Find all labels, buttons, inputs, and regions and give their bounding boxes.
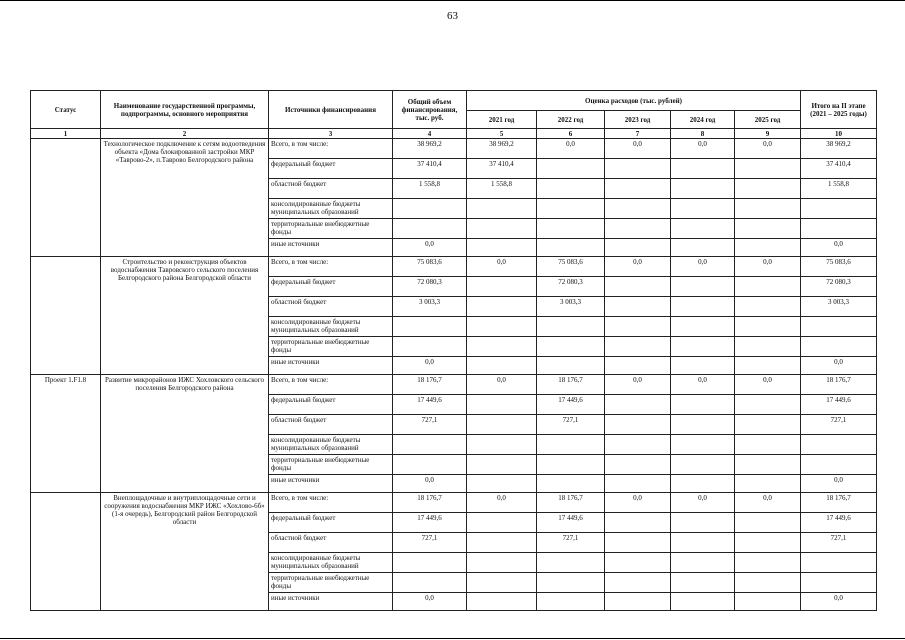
value-cell bbox=[392, 218, 467, 239]
value-cell: 37 410,4 bbox=[466, 158, 537, 179]
source-label: федеральный бюджет bbox=[268, 276, 393, 297]
value-cell bbox=[734, 296, 801, 317]
value-cell bbox=[800, 454, 877, 475]
status-cell bbox=[30, 256, 101, 375]
value-cell bbox=[466, 356, 537, 375]
value-cell bbox=[734, 316, 801, 337]
value-cell bbox=[670, 336, 735, 357]
value-cell: 0,0 bbox=[536, 138, 605, 159]
value-cell bbox=[536, 552, 605, 573]
source-label: областной бюджет bbox=[268, 532, 393, 553]
value-cell bbox=[734, 158, 801, 179]
value-cell bbox=[466, 552, 537, 573]
value-cell: 0,0 bbox=[800, 238, 877, 257]
activity-name: Внеплощадочные и внутриплощадочные сети и сооружения водоснабжения МКР ИЖС «Хохлово-6б» (1-я очередь), Белгородский район Белгородской области bbox=[100, 492, 269, 611]
value-cell: 17 449,6 bbox=[392, 512, 467, 533]
value-cell: 727,1 bbox=[536, 532, 605, 553]
value-cell: 17 449,6 bbox=[800, 512, 877, 533]
status-cell: Проект 1.F1.8 bbox=[30, 374, 101, 493]
value-cell bbox=[466, 434, 537, 455]
value-cell bbox=[670, 592, 735, 611]
value-cell: 1 558,8 bbox=[392, 178, 467, 199]
value-cell bbox=[734, 238, 801, 257]
source-label: федеральный бюджет bbox=[268, 512, 393, 533]
value-cell bbox=[670, 454, 735, 475]
value-cell: 37 410,4 bbox=[392, 158, 467, 179]
value-cell bbox=[734, 218, 801, 239]
activity-name: Технологическое подключение к сетям водоотведения объекта «Дома блокированной застройки МКР «Таврово-2», п.Таврово Белгородского района bbox=[100, 138, 269, 257]
value-cell: 0,0 bbox=[734, 138, 801, 159]
value-cell bbox=[536, 198, 605, 219]
value-cell: 17 449,6 bbox=[536, 512, 605, 533]
value-cell bbox=[734, 454, 801, 475]
value-cell bbox=[392, 454, 467, 475]
value-cell: 72 080,3 bbox=[392, 276, 467, 297]
value-cell: 37 410,4 bbox=[800, 158, 877, 179]
value-cell bbox=[604, 218, 671, 239]
value-cell bbox=[734, 336, 801, 357]
source-label: Всего, в том числе: bbox=[268, 256, 393, 277]
value-cell bbox=[670, 356, 735, 375]
value-cell bbox=[536, 178, 605, 199]
value-cell bbox=[604, 414, 671, 435]
value-cell: 0,0 bbox=[466, 374, 537, 395]
source-label: Всего, в том числе: bbox=[268, 374, 393, 395]
value-cell: 38 969,2 bbox=[392, 138, 467, 159]
value-cell bbox=[670, 178, 735, 199]
value-cell bbox=[604, 532, 671, 553]
value-cell bbox=[800, 336, 877, 357]
value-cell bbox=[734, 356, 801, 375]
scan-edge-bottom bbox=[0, 638, 905, 639]
value-cell bbox=[604, 454, 671, 475]
value-cell bbox=[670, 198, 735, 219]
value-cell: 3 003,3 bbox=[800, 296, 877, 317]
value-cell bbox=[466, 414, 537, 435]
value-cell bbox=[670, 394, 735, 415]
status-cell bbox=[30, 138, 101, 257]
value-cell bbox=[466, 572, 537, 593]
header-year-4: 2024 год bbox=[670, 110, 735, 129]
value-cell: 38 969,2 bbox=[800, 138, 877, 159]
value-cell bbox=[800, 198, 877, 219]
column-number-10: 10 bbox=[800, 128, 877, 139]
column-number-8: 8 bbox=[670, 128, 735, 139]
value-cell bbox=[734, 474, 801, 493]
value-cell bbox=[392, 336, 467, 357]
value-cell: 75 083,6 bbox=[536, 256, 605, 277]
header-total: Общий объем финансирования, тыс. руб. bbox=[392, 90, 467, 129]
value-cell: 18 176,7 bbox=[536, 374, 605, 395]
value-cell bbox=[670, 572, 735, 593]
source-label: федеральный бюджет bbox=[268, 394, 393, 415]
source-label: иные источники bbox=[268, 356, 393, 375]
value-cell: 0,0 bbox=[392, 592, 467, 611]
value-cell bbox=[604, 356, 671, 375]
value-cell bbox=[536, 218, 605, 239]
value-cell bbox=[670, 158, 735, 179]
value-cell: 18 176,7 bbox=[536, 492, 605, 513]
value-cell bbox=[604, 198, 671, 219]
value-cell bbox=[466, 454, 537, 475]
value-cell: 0,0 bbox=[734, 256, 801, 277]
value-cell bbox=[800, 316, 877, 337]
value-cell: 18 176,7 bbox=[800, 492, 877, 513]
value-cell bbox=[466, 592, 537, 611]
value-cell bbox=[604, 512, 671, 533]
value-cell bbox=[670, 532, 735, 553]
value-cell: 727,1 bbox=[392, 532, 467, 553]
header-stage-total: Итого на II этапе (2021 – 2025 годы) bbox=[800, 90, 877, 129]
value-cell bbox=[734, 414, 801, 435]
value-cell bbox=[734, 552, 801, 573]
value-cell bbox=[466, 198, 537, 219]
value-cell: 0,0 bbox=[800, 592, 877, 611]
value-cell: 72 080,3 bbox=[536, 276, 605, 297]
header-name: Наименование государственной программы, подпрограммы, основного мероприятия bbox=[100, 90, 269, 129]
value-cell bbox=[392, 316, 467, 337]
value-cell bbox=[392, 198, 467, 219]
value-cell: 727,1 bbox=[392, 414, 467, 435]
value-cell bbox=[800, 434, 877, 455]
value-cell: 0,0 bbox=[800, 474, 877, 493]
value-cell: 0,0 bbox=[604, 138, 671, 159]
source-label: консолидированные бюджеты муниципальных образований bbox=[268, 316, 393, 337]
value-cell: 0,0 bbox=[670, 138, 735, 159]
source-label: федеральный бюджет bbox=[268, 158, 393, 179]
value-cell: 0,0 bbox=[604, 256, 671, 277]
value-cell bbox=[604, 336, 671, 357]
source-label: Всего, в том числе: bbox=[268, 492, 393, 513]
value-cell bbox=[734, 592, 801, 611]
value-cell bbox=[670, 474, 735, 493]
value-cell: 727,1 bbox=[800, 532, 877, 553]
activity-name: Развитие микрорайонов ИЖС Хохловского сельского поселения Белгородского района bbox=[100, 374, 269, 493]
source-label: консолидированные бюджеты муниципальных образований bbox=[268, 434, 393, 455]
value-cell bbox=[604, 178, 671, 199]
value-cell: 0,0 bbox=[604, 374, 671, 395]
value-cell: 3 003,3 bbox=[392, 296, 467, 317]
value-cell bbox=[670, 414, 735, 435]
value-cell bbox=[670, 316, 735, 337]
header-year-5: 2025 год bbox=[734, 110, 801, 129]
column-number-7: 7 bbox=[604, 128, 671, 139]
column-number-9: 9 bbox=[734, 128, 801, 139]
value-cell: 0,0 bbox=[604, 492, 671, 513]
value-cell bbox=[604, 552, 671, 573]
value-cell bbox=[536, 238, 605, 257]
value-cell bbox=[670, 512, 735, 533]
value-cell bbox=[734, 434, 801, 455]
value-cell bbox=[670, 552, 735, 573]
value-cell bbox=[604, 592, 671, 611]
value-cell: 17 449,6 bbox=[392, 394, 467, 415]
source-label: областной бюджет bbox=[268, 414, 393, 435]
value-cell bbox=[466, 474, 537, 493]
value-cell bbox=[670, 296, 735, 317]
column-number-5: 5 bbox=[466, 128, 537, 139]
value-cell: 0,0 bbox=[670, 256, 735, 277]
source-label: консолидированные бюджеты муниципальных образований bbox=[268, 552, 393, 573]
source-label: иные источники bbox=[268, 592, 393, 611]
value-cell bbox=[536, 572, 605, 593]
value-cell: 0,0 bbox=[670, 492, 735, 513]
source-label: консолидированные бюджеты муниципальных образований bbox=[268, 198, 393, 219]
source-label: территориальные внебюджетные фонды bbox=[268, 218, 393, 239]
value-cell: 18 176,7 bbox=[392, 492, 467, 513]
column-number-1: 1 bbox=[30, 128, 101, 139]
value-cell: 0,0 bbox=[800, 356, 877, 375]
value-cell: 0,0 bbox=[392, 474, 467, 493]
scan-edge-top bbox=[0, 0, 905, 1]
value-cell bbox=[604, 296, 671, 317]
activity-name: Строительство и реконструкция объектов водоснабжения Тавровского сельского поселения Белгородского района Белгородской области bbox=[100, 256, 269, 375]
value-cell bbox=[466, 218, 537, 239]
value-cell bbox=[734, 572, 801, 593]
value-cell: 72 080,3 bbox=[800, 276, 877, 297]
value-cell: 727,1 bbox=[536, 414, 605, 435]
value-cell bbox=[734, 178, 801, 199]
value-cell bbox=[536, 158, 605, 179]
header-year-2: 2022 год bbox=[536, 110, 605, 129]
value-cell bbox=[604, 434, 671, 455]
value-cell bbox=[466, 512, 537, 533]
column-number-3: 3 bbox=[268, 128, 393, 139]
source-label: Всего, в том числе: bbox=[268, 138, 393, 159]
value-cell bbox=[800, 218, 877, 239]
value-cell bbox=[536, 356, 605, 375]
header-year-3: 2023 год bbox=[604, 110, 671, 129]
column-number-2: 2 bbox=[100, 128, 269, 139]
value-cell: 1 558,8 bbox=[466, 178, 537, 199]
value-cell bbox=[466, 296, 537, 317]
value-cell bbox=[392, 572, 467, 593]
value-cell bbox=[670, 434, 735, 455]
header-status: Статус bbox=[30, 90, 101, 129]
value-cell: 17 449,6 bbox=[536, 394, 605, 415]
value-cell: 0,0 bbox=[392, 356, 467, 375]
value-cell bbox=[536, 434, 605, 455]
value-cell bbox=[536, 316, 605, 337]
value-cell bbox=[734, 532, 801, 553]
value-cell bbox=[466, 316, 537, 337]
value-cell bbox=[734, 198, 801, 219]
value-cell: 75 083,6 bbox=[392, 256, 467, 277]
value-cell bbox=[800, 552, 877, 573]
value-cell: 727,1 bbox=[800, 414, 877, 435]
source-label: территориальные внебюджетные фонды bbox=[268, 454, 393, 475]
column-number-6: 6 bbox=[536, 128, 605, 139]
header-year-1: 2021 год bbox=[466, 110, 537, 129]
header-sources: Источники финансирования bbox=[268, 90, 393, 129]
value-cell bbox=[604, 394, 671, 415]
value-cell: 0,0 bbox=[466, 256, 537, 277]
source-label: территориальные внебюджетные фонды bbox=[268, 336, 393, 357]
source-label: иные источники bbox=[268, 474, 393, 493]
value-cell: 0,0 bbox=[670, 374, 735, 395]
source-label: областной бюджет bbox=[268, 296, 393, 317]
value-cell bbox=[604, 276, 671, 297]
header-estimate: Оценка расходов (тыс. рублей) bbox=[466, 90, 801, 111]
value-cell: 18 176,7 bbox=[392, 374, 467, 395]
value-cell bbox=[466, 532, 537, 553]
value-cell bbox=[670, 276, 735, 297]
source-label: областной бюджет bbox=[268, 178, 393, 199]
value-cell: 75 083,6 bbox=[800, 256, 877, 277]
value-cell: 1 558,8 bbox=[800, 178, 877, 199]
value-cell: 3 003,3 bbox=[536, 296, 605, 317]
value-cell bbox=[604, 572, 671, 593]
page-number: 63 bbox=[447, 10, 458, 22]
value-cell bbox=[734, 394, 801, 415]
value-cell bbox=[536, 336, 605, 357]
value-cell bbox=[604, 316, 671, 337]
value-cell bbox=[536, 592, 605, 611]
value-cell bbox=[670, 218, 735, 239]
value-cell bbox=[734, 512, 801, 533]
value-cell bbox=[466, 336, 537, 357]
value-cell bbox=[734, 276, 801, 297]
column-number-4: 4 bbox=[392, 128, 467, 139]
value-cell bbox=[604, 474, 671, 493]
value-cell bbox=[800, 572, 877, 593]
value-cell: 0,0 bbox=[734, 374, 801, 395]
value-cell: 38 969,2 bbox=[466, 138, 537, 159]
value-cell: 17 449,6 bbox=[800, 394, 877, 415]
value-cell: 0,0 bbox=[734, 492, 801, 513]
value-cell bbox=[536, 474, 605, 493]
value-cell bbox=[466, 276, 537, 297]
value-cell bbox=[392, 552, 467, 573]
value-cell: 18 176,7 bbox=[800, 374, 877, 395]
value-cell: 0,0 bbox=[392, 238, 467, 257]
value-cell bbox=[670, 238, 735, 257]
value-cell bbox=[466, 394, 537, 415]
value-cell bbox=[466, 238, 537, 257]
status-cell bbox=[30, 492, 101, 611]
source-label: территориальные внебюджетные фонды bbox=[268, 572, 393, 593]
value-cell bbox=[604, 158, 671, 179]
value-cell bbox=[604, 238, 671, 257]
value-cell: 0,0 bbox=[466, 492, 537, 513]
value-cell bbox=[392, 434, 467, 455]
value-cell bbox=[536, 454, 605, 475]
source-label: иные источники bbox=[268, 238, 393, 257]
